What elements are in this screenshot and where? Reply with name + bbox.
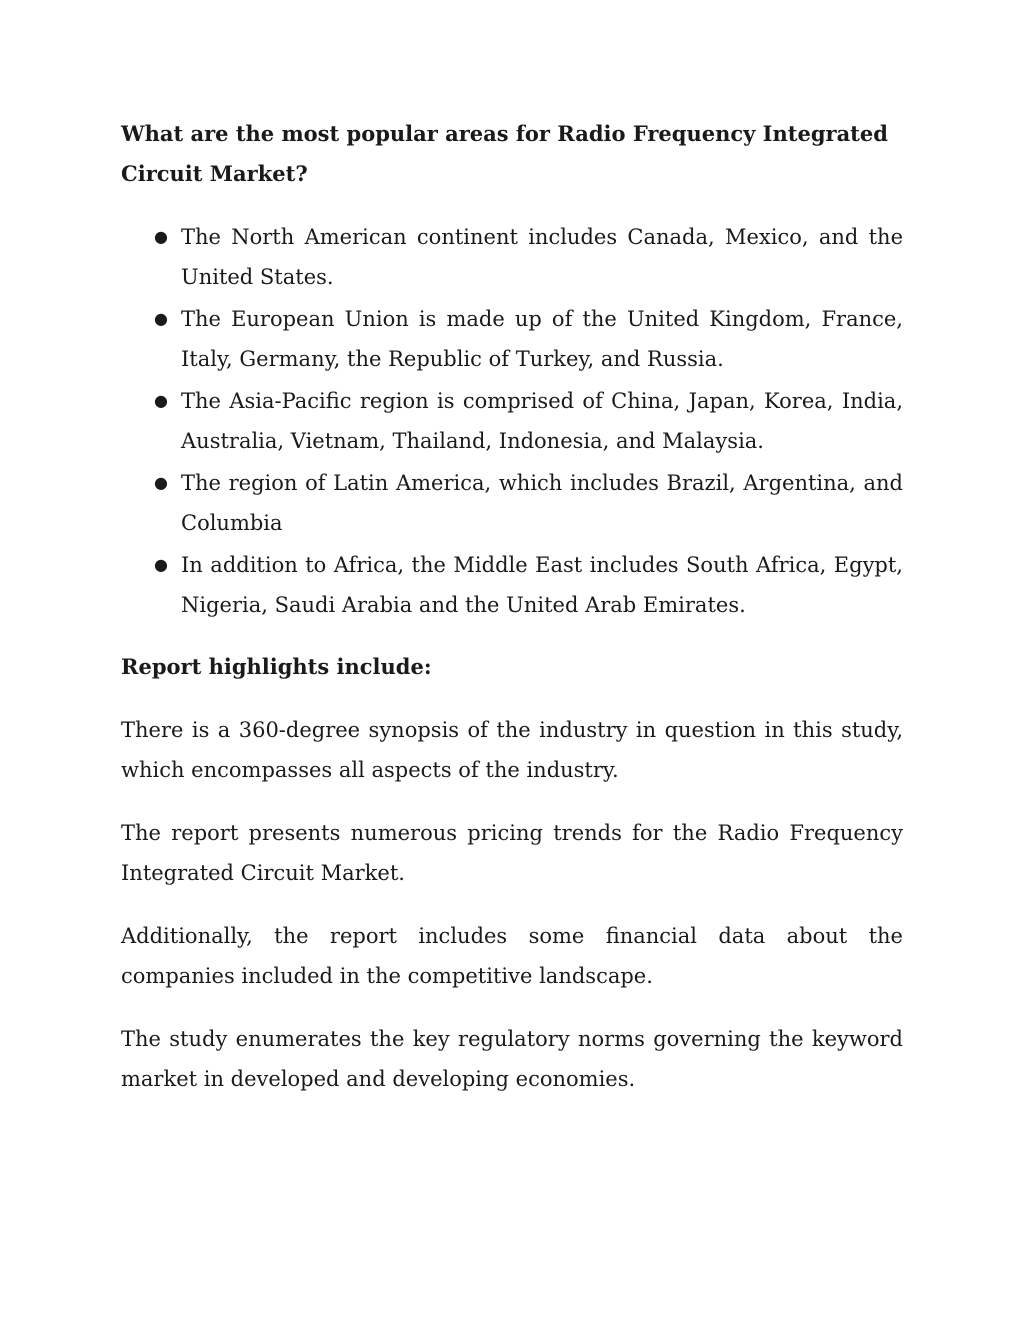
paragraph: Additionally, the report includes some financial data about the companies included in the competitive landscape.	[121, 924, 903, 988]
bullet-icon: ●	[154, 473, 168, 492]
section-heading: What are the most popular areas for Radio Frequency Integrated Circuit Market?	[121, 121, 888, 186]
bullet-icon: ●	[154, 555, 168, 574]
list-item-text: The Asia-Pacific region is comprised of China, Japan, Korea, India, Australia, Vietnam, Thailand, Indonesia, and Malaysia.	[181, 389, 903, 453]
highlights-heading: Report highlights include:	[121, 654, 432, 679]
list-item	[121, 463, 903, 543]
paragraph: The report presents numerous pricing trends for the Radio Frequency Integrated Circuit Market.	[121, 821, 903, 885]
list-item	[121, 299, 903, 379]
list-item-text: In addition to Africa, the Middle East includes South Africa, Egypt, Nigeria, Saudi Arabia and the United Arab Emirates.	[181, 553, 903, 617]
list-item-text: The region of Latin America, which includes Brazil, Argentina, and Columbia	[181, 471, 903, 535]
bullet-icon: ●	[154, 391, 168, 410]
paragraph: The study enumerates the key regulatory norms governing the keyword market in developed and developing economies.	[121, 1027, 903, 1091]
list-item-text: The European Union is made up of the United Kingdom, France, Italy, Germany, the Republic of Turkey, and Russia.	[181, 307, 903, 371]
list-item	[121, 381, 903, 461]
document-page	[121, 114, 903, 1122]
regions-list	[121, 217, 903, 625]
list-item-text: The North American continent includes Canada, Mexico, and the United States.	[181, 225, 903, 289]
paragraph: There is a 360-degree synopsis of the industry in question in this study, which encompasses all aspects of the industry.	[121, 718, 903, 782]
list-item	[121, 545, 903, 625]
list-item	[121, 217, 903, 297]
bullet-icon: ●	[154, 309, 168, 328]
bullet-icon: ●	[154, 227, 168, 246]
